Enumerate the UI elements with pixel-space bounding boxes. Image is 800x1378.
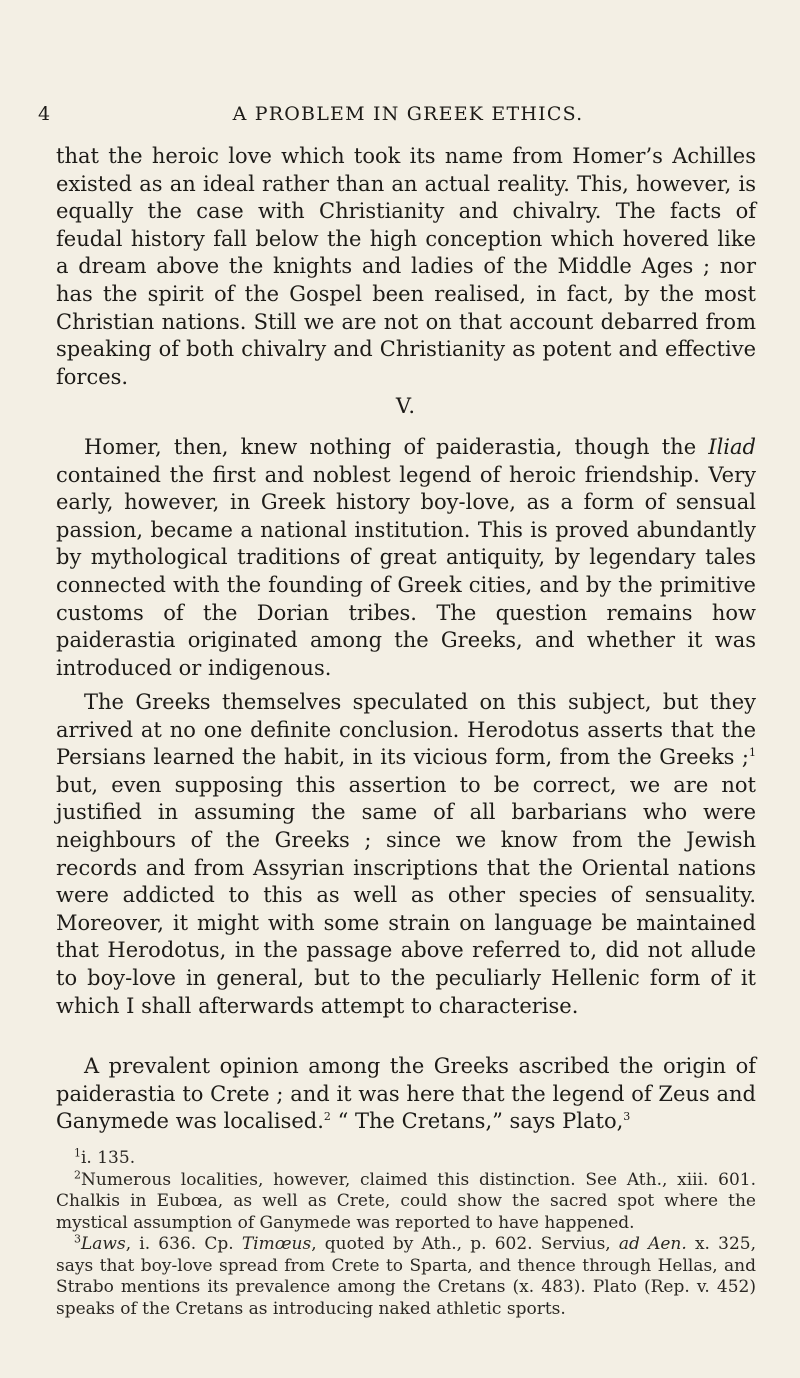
footnote-2-mark: 2: [74, 1167, 81, 1181]
footnote-1-mark: 1: [74, 1146, 81, 1160]
footnotes: [56, 1148, 756, 1320]
page-header: [38, 103, 758, 133]
ad-aen-title: ad Aen.: [618, 1234, 687, 1254]
footnote-1: [56, 1148, 756, 1170]
footnote-2: [56, 1167, 756, 1235]
footnote-ref-1[interactable]: 1: [749, 746, 756, 760]
paragraph-2: [56, 434, 756, 682]
section-heading: V.: [395, 394, 417, 418]
footnote-1-text: i. 135.: [81, 1148, 136, 1168]
paragraph-2-text-b: contained the first and noblest legend of heroic friendship. Very early, however, in Greek history boy-love, as a form of sensual passion, became a national institution. This is proved abundantly by mythological traditions of great antiquity, by legendary tales connected with the founding of Greek cities, and by the primitive customs of the Dorian tribes. The question remains how paiderastia originated among the Greeks, and whether it was introduced or indigenous.: [56, 462, 756, 680]
paragraph-1: that the heroic love which took its name from Homer’s Achilles existed as an ideal rather than an actual reality. This, however, is equally the case with Christianity and chivalry. The facts of feudal history fall below the high conception which hovered like a dream above the knights and ladies of the Middle Ages ; nor has the spirit of the Gospel been realised, in fact, by the most Christian nations. Still we are not on that account debarred from speaking of both chivalry and Christianity as potent and effective forces.: [56, 144, 756, 389]
footnote-3-mark: 3: [74, 1232, 81, 1246]
footnote-3: [56, 1234, 756, 1320]
footnote-3-text-2: , quoted by Ath., p. 602. Servius,: [311, 1234, 619, 1254]
iliad-title: Iliad: [708, 435, 756, 459]
footnote-3-text-3: x. 325, says that boy-love spread from Crete to Sparta, and thence through Hellas, and Strabo mentions its prevalence among the Cretans (x. 483). Plato (Rep. v. 452) speaks of the Cretans as introducing naked athletic sports.: [56, 1234, 756, 1319]
paragraph-3-text-a: The Greeks themselves speculated on this subject, but they arrived at no one definite conclusion. Herodotus asserts that the Persians learned the habit, in its vicious form, from the Greeks ;: [56, 690, 756, 770]
laws-title: Laws: [81, 1234, 126, 1254]
paragraph-4-text-a: A prevalent opinion among the Greeks ascribed the origin of paiderastia to Crete ; and it was here that the legend of Zeus and Ganymede was localised.: [56, 1054, 756, 1134]
footnote-2-text: Numerous localities, however, claimed this distinction. See Ath., xiii. 601. Chalkis in Eubœa, as well as Crete, could show the sacred spot where the mystical assumption of Ganymede was reported to have happened.: [56, 1169, 756, 1233]
paragraph-4: [56, 1053, 756, 1136]
paragraph-4-text-b: “ The Cretans,” says Plato,: [330, 1109, 624, 1134]
page-number: 4: [38, 103, 52, 125]
paragraph-3-text-b: but, even supposing this assertion to be correct, we are not justified in assuming the same of all barbarians who were neighbours of the Greeks ; since we know from the Jewish records and from Assyrian inscriptions that the Oriental nations were addicted to this as well as other species of sensuality. Moreover, it might with some strain on language be maintained that Herodotus, in the passage above referred to, did not allude to boy-love in general, but to the peculiarly Hellenic form of it which I shall afterwards attempt to characterise.: [56, 772, 756, 1018]
timaeus-title: Timœus: [241, 1234, 312, 1254]
paragraph-2-text-a: Homer, then, knew nothing of paiderastia, though the: [84, 435, 709, 459]
paragraph-3: [56, 689, 756, 1020]
running-head: A PROBLEM IN GREEK ETHICS.: [232, 103, 584, 125]
footnote-3-text-1: , i. 636. Cp.: [125, 1234, 242, 1254]
footnote-ref-2[interactable]: 2: [323, 1110, 331, 1124]
footnote-ref-3[interactable]: 3: [623, 1110, 631, 1124]
